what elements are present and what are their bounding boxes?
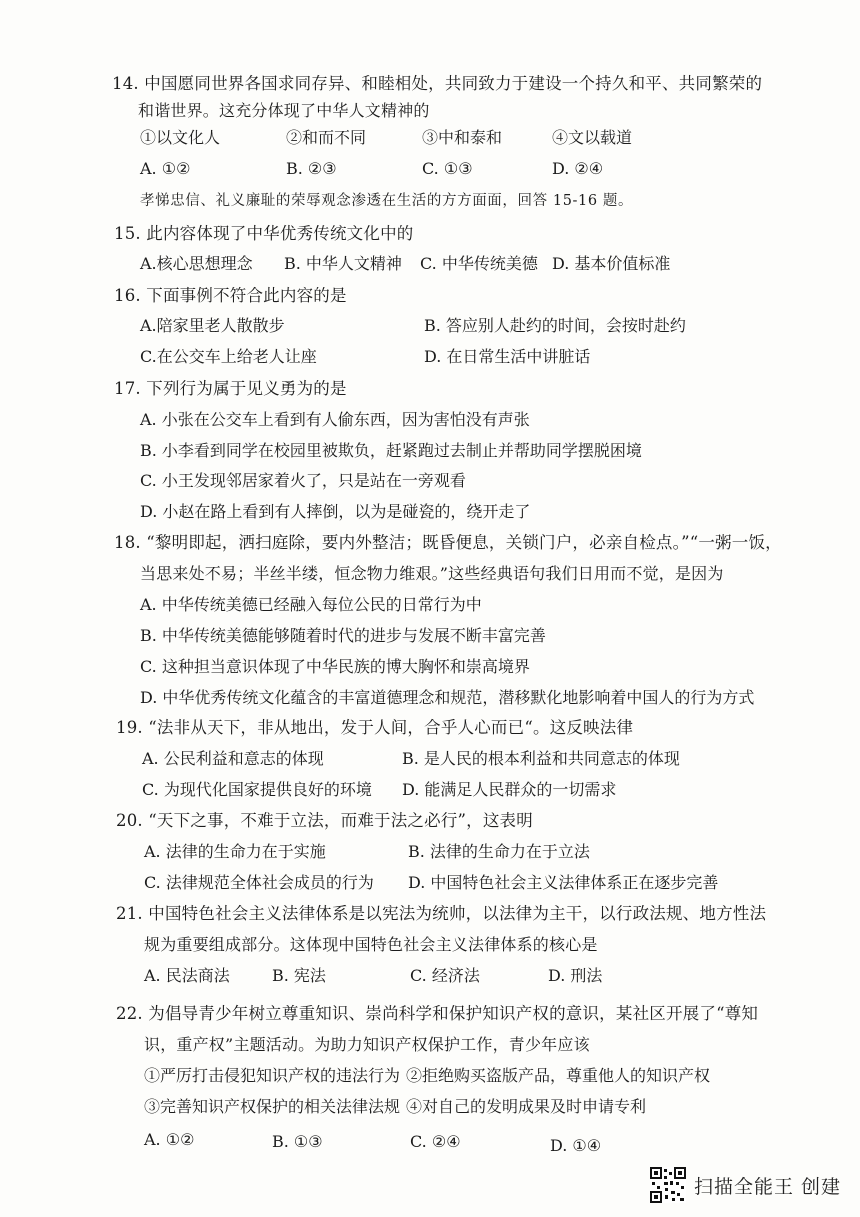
q16-option-d: D. 在日常生活中讲脏话: [424, 347, 591, 366]
q14-option-a: A. ①②: [140, 159, 191, 178]
q19-option-a: A. 公民利益和意志的体现: [142, 749, 324, 768]
q22-option-c: C. ②④: [410, 1132, 461, 1151]
q18-option-d: D. 中华优秀传统文化蕴含的丰富道德理念和规范，潜移默化地影响着中国人的行为方式: [140, 688, 755, 707]
q14-stem-line1: 14. 中国愿同世界各国求同存异、和睦相处，共同致力于建设一个持久和平、共同繁荣的: [112, 74, 763, 93]
q17-option-a: A. 小张在公交车上看到有人偷东西，因为害怕没有声张: [140, 410, 530, 429]
q14-item-3: ③中和泰和: [422, 128, 503, 147]
q20-option-b: B. 法律的生命力在于立法: [408, 842, 590, 861]
q20-option-a: A. 法律的生命力在于实施: [144, 842, 326, 861]
q21-option-a: A. 民法商法: [144, 966, 230, 985]
q17-stem: 17. 下列行为属于见义勇为的是: [114, 379, 347, 398]
q22-stem-line2: 识，重产权”主题活动。为助力知识产权保护工作，青少年应该: [144, 1035, 590, 1054]
q22-stem-line1: 22. 为倡导青少年树立尊重知识、崇尚科学和保护知识产权的意识，某社区开展了“尊知: [116, 1004, 759, 1023]
q16-option-a: A.陪家里老人散散步: [140, 316, 285, 335]
q22-item-1: ①严厉打击侵犯知识产权的违法行为: [144, 1066, 401, 1085]
q17-option-d: D. 小赵在路上看到有人摔倒，以为是碰瓷的，绕开走了: [140, 502, 531, 521]
q22-option-a: A. ①②: [144, 1130, 195, 1149]
scanner-watermark: [650, 1165, 841, 1205]
q22-option-d: D. ①④: [550, 1136, 602, 1155]
q22-item-3: ③完善知识产权保护的相关法律法规: [144, 1097, 401, 1116]
q16-option-b: B. 答应别人赴约的时间，会按时赴约: [424, 316, 686, 335]
q21-option-d: D. 刑法: [548, 966, 603, 985]
q17-option-c: C. 小王发现邻居家着火了，只是站在一旁观看: [140, 471, 466, 490]
q15-option-c: C. 中华传统美德: [420, 254, 538, 273]
q14-item-2: ②和而不同: [286, 128, 367, 147]
q15-option-a: A.核心思想理念: [140, 254, 253, 273]
q14-item-4: ④文以载道: [552, 128, 633, 147]
q22-option-b: B. ①③: [272, 1132, 323, 1151]
q18-option-a: A. 中华传统美德已经融入每位公民的日常行为中: [140, 595, 482, 614]
q20-option-d: D. 中国特色社会主义法律体系正在逐步完善: [408, 873, 719, 892]
q15-option-b: B. 中华人文精神: [284, 254, 402, 273]
q21-option-b: B. 宪法: [272, 966, 326, 985]
q18-option-b: B. 中华传统美德能够随着时代的进步与发展不断丰富完善: [140, 626, 546, 645]
q21-stem-line1: 21. 中国特色社会主义法律体系是以宪法为统帅，以法律为主干，以行政法规、地方性法: [116, 904, 767, 923]
q22-item-2: ②拒绝购买盗版产品，尊重他人的知识产权: [406, 1066, 711, 1085]
q22-item-4: ④对自己的发明成果及时申请专利: [406, 1097, 647, 1116]
q18-stem-line2: 当思来处不易；半丝半缕，恒念物力维艰。”这些经典语句我们日用而不觉，是因为: [140, 564, 724, 583]
q18-option-c: C. 这种担当意识体现了中华民族的博大胸怀和崇高境界: [140, 657, 530, 676]
q15-option-d: D. 基本价值标准: [552, 254, 671, 273]
q14-stem-line2: 和谐世界。这充分体现了中华人文精神的: [138, 101, 430, 120]
q14-option-b: B. ②③: [286, 159, 337, 178]
q16-option-c: C.在公交车上给老人让座: [140, 347, 317, 366]
q19-stem: 19. “法非从天下，非从地出，发于人间，合乎人心而已“。这反映法律: [116, 718, 634, 737]
q14-item-1: ①以文化人: [140, 128, 221, 147]
qr-code-icon: [650, 1167, 686, 1203]
q18-stem-line1: 18. “黎明即起，洒扫庭除，要内外整洁；既昏便息，关锁门户，必亲自检点。”“一粥一饭，: [114, 533, 782, 552]
q19-option-b: B. 是人民的根本利益和共同意志的体现: [402, 749, 680, 768]
intro-15-16: 孝悌忠信、礼义廉耻的荣辱观念渗透在生活的方方面面，回答 15-16 题。: [140, 193, 634, 209]
q20-option-c: C. 法律规范全体社会成员的行为: [144, 873, 374, 892]
q19-option-d: D. 能满足人民群众的一切需求: [402, 780, 617, 799]
q16-stem: 16. 下面事例不符合此内容的是: [114, 286, 347, 305]
q21-option-c: C. 经济法: [410, 966, 480, 985]
watermark-text: 扫描全能王 创建: [694, 1175, 842, 1198]
q14-option-c: C. ①③: [422, 159, 473, 178]
q14-option-d: D. ②④: [552, 159, 604, 178]
q20-stem: 20. “天下之事，不难于立法，而难于法之必行”，这表明: [116, 811, 533, 830]
q15-stem: 15. 此内容体现了中华优秀传统文化中的: [114, 224, 414, 243]
q21-stem-line2: 规为重要组成部分。这体现中国特色社会主义法律体系的核心是: [144, 935, 598, 954]
q19-option-c: C. 为现代化国家提供良好的环境: [142, 780, 372, 799]
q17-option-b: B. 小李看到同学在校园里被欺负，赶紧跑过去制止并帮助同学摆脱困境: [140, 441, 642, 460]
